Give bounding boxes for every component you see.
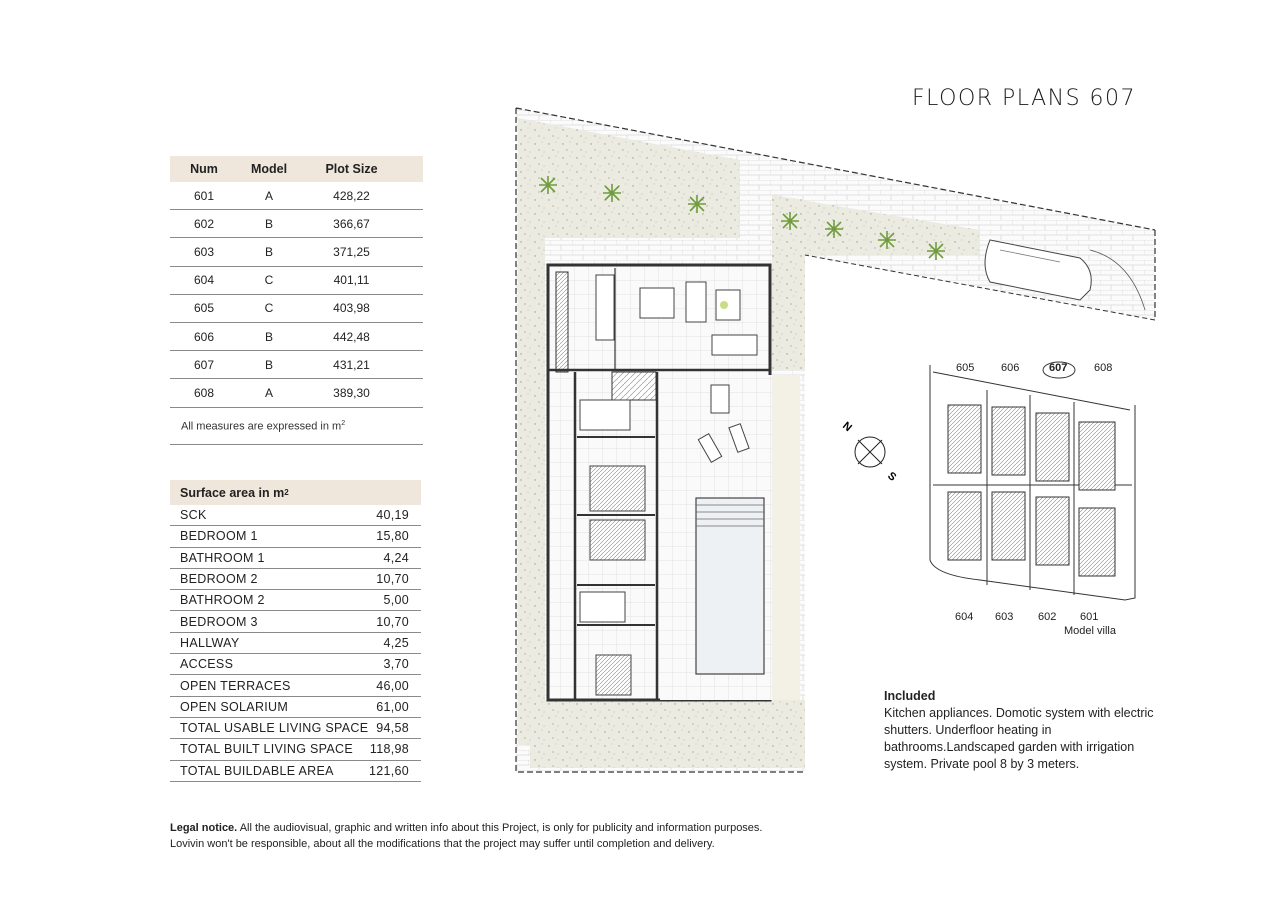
plot-model: C: [264, 273, 274, 288]
plot-model: B: [264, 329, 273, 344]
surface-table-header: Surface area in m 2: [170, 480, 421, 505]
site-lot-label: 601: [1080, 611, 1099, 623]
surface-label: BEDROOM 1: [180, 529, 258, 544]
site-lot-label: 602: [1038, 611, 1057, 623]
compass-icon: [855, 437, 885, 467]
site-lot-label: 608: [1094, 362, 1113, 374]
surface-value: 5,00: [383, 593, 409, 608]
legal-line-1: All the audiovisual, graphic and written info about this Project, is only for publicity and information purposes.: [237, 822, 763, 834]
page-title: FLOOR PLANS 607: [912, 86, 1137, 111]
plot-num: 606: [193, 329, 215, 344]
surface-value: 15,80: [376, 529, 409, 544]
legal-line-2: Lovivin won't be responsible, about all the modifications that the project may suffer until completion and delivery.: [170, 838, 715, 850]
header-model: Model: [250, 162, 288, 176]
surface-value: 94,58: [376, 721, 409, 736]
plot-num: 601: [193, 188, 215, 203]
surface-label: BATHROOM 2: [180, 593, 265, 608]
included-text: Kitchen appliances. Domotic system with electric shutters. Underfloor heating in bathrooms.Landscaped garden with irrigation system. Private pool 8 by 3 meters.: [884, 706, 1154, 771]
header-num: Num: [190, 162, 218, 176]
surface-value: 3,70: [383, 657, 409, 672]
site-lot-label: 605: [956, 362, 975, 374]
surface-value: 4,25: [383, 635, 409, 650]
surface-label: SCK: [180, 508, 207, 523]
plot-model: A: [264, 188, 273, 203]
surface-label: OPEN TERRACES: [180, 678, 291, 693]
surface-value: 10,70: [376, 572, 409, 587]
plot-size: 401,11: [333, 273, 370, 288]
site-plan: [930, 362, 1135, 600]
plot-model: C: [264, 301, 274, 316]
model-villa-label: Model villa: [1064, 625, 1116, 637]
surface-label: TOTAL USABLE LIVING SPACE: [180, 721, 369, 736]
house-floor-plan: [548, 265, 772, 700]
plot-size: 431,21: [333, 357, 370, 372]
surface-label: BEDROOM 2: [180, 572, 258, 587]
site-lot-label: 604: [955, 611, 974, 623]
surface-value: 46,00: [376, 678, 409, 693]
site-lot-label: 607: [1049, 362, 1068, 374]
plot-size: 428,22: [333, 188, 370, 203]
plot-num: 605: [193, 301, 215, 316]
surface-value: 4,24: [383, 550, 409, 565]
legal-notice: [170, 820, 762, 852]
plot-num: 603: [193, 244, 215, 259]
plot-num: 607: [193, 357, 215, 372]
measures-note: All measures are expressed in $m^2$: [170, 408, 423, 446]
surface-label: BATHROOM 1: [180, 550, 265, 565]
surface-value: 40,19: [376, 508, 409, 523]
site-lot-label: 606: [1001, 362, 1020, 374]
plot-model: A: [264, 385, 273, 400]
plot-size: 442,48: [333, 329, 370, 344]
plot-num: 602: [193, 216, 215, 231]
plot-model: B: [264, 216, 273, 231]
surface-label: BEDROOM 3: [180, 614, 258, 629]
surface-label: ACCESS: [180, 657, 234, 672]
header-plot-size: Plot Size: [325, 162, 378, 176]
plot-model: B: [264, 244, 273, 259]
surface-value: 61,00: [376, 699, 409, 714]
plot-size: 366,67: [333, 216, 370, 231]
plot-num: 608: [193, 385, 215, 400]
legal-notice-label: Legal notice.: [170, 822, 238, 834]
surface-label: TOTAL BUILT LIVING SPACE: [180, 742, 353, 757]
surface-value: 118,98: [369, 742, 409, 757]
surface-label: HALLWAY: [180, 635, 240, 650]
plot-model: B: [264, 357, 273, 372]
surface-value: 10,70: [376, 614, 409, 629]
surface-value: 121,60: [368, 763, 409, 778]
included-heading: Included: [884, 689, 936, 703]
surface-label: TOTAL BUILDABLE AREA: [180, 763, 334, 778]
surface-label: OPEN SOLARIUM: [180, 699, 289, 714]
plot-size: 371,25: [333, 244, 370, 259]
compass-south-label: S: [885, 469, 899, 484]
compass-north-label: N: [840, 419, 854, 435]
plot-size: 403,98: [333, 301, 370, 316]
plot-num: 604: [193, 273, 215, 288]
included-section: [884, 688, 1174, 773]
plot-size: 389,30: [333, 385, 370, 400]
site-lot-label: 603: [995, 611, 1014, 623]
